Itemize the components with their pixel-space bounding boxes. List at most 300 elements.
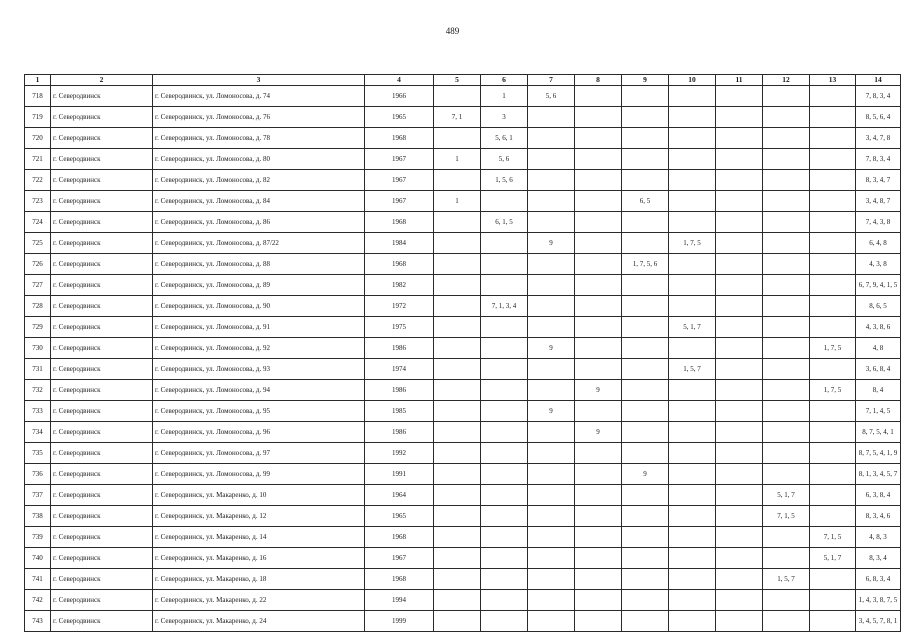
cell-col-8 xyxy=(575,401,622,422)
cell-col-12 xyxy=(763,380,810,401)
cell-col-6 xyxy=(481,254,528,275)
cell-col-13 xyxy=(810,170,856,191)
cell-col-7 xyxy=(528,296,575,317)
table-row xyxy=(25,464,901,485)
cell-col-14: 6, 7, 9, 4, 1, 5 xyxy=(856,275,901,296)
cell-col-11 xyxy=(716,527,763,548)
cell-col-3: г. Северодвинск, ул. Ломоносова, д. 87/22 xyxy=(153,233,365,254)
cell-col-3: г. Северодвинск, ул. Макаренко, д. 24 xyxy=(153,611,365,632)
cell-col-12 xyxy=(763,149,810,170)
cell-col-6 xyxy=(481,233,528,254)
table-row xyxy=(25,317,901,338)
cell-col-3: г. Северодвинск, ул. Ломоносова, д. 92 xyxy=(153,338,365,359)
cell-col-8 xyxy=(575,86,622,107)
cell-col-11 xyxy=(716,443,763,464)
cell-col-4: 1966 xyxy=(365,86,434,107)
cell-col-10 xyxy=(669,296,716,317)
cell-col-4: 1968 xyxy=(365,128,434,149)
cell-col-1: 739 xyxy=(25,527,51,548)
cell-col-10 xyxy=(669,506,716,527)
table-row xyxy=(25,191,901,212)
cell-col-9 xyxy=(622,611,669,632)
cell-col-13 xyxy=(810,359,856,380)
cell-col-2: г. Северодвинск xyxy=(51,191,153,212)
cell-col-2: г. Северодвинск xyxy=(51,590,153,611)
cell-col-11 xyxy=(716,275,763,296)
table-row xyxy=(25,548,901,569)
cell-col-12 xyxy=(763,170,810,191)
cell-col-6: 6, 1, 5 xyxy=(481,212,528,233)
cell-col-5 xyxy=(434,338,481,359)
cell-col-8 xyxy=(575,506,622,527)
cell-col-3: г. Северодвинск, ул. Ломоносова, д. 99 xyxy=(153,464,365,485)
cell-col-10 xyxy=(669,254,716,275)
cell-col-2: г. Северодвинск xyxy=(51,107,153,128)
cell-col-2: г. Северодвинск xyxy=(51,254,153,275)
cell-col-9 xyxy=(622,338,669,359)
cell-col-6 xyxy=(481,422,528,443)
cell-col-7 xyxy=(528,464,575,485)
cell-col-10 xyxy=(669,401,716,422)
cell-col-11 xyxy=(716,548,763,569)
cell-col-12 xyxy=(763,527,810,548)
cell-col-10 xyxy=(669,149,716,170)
cell-col-5 xyxy=(434,86,481,107)
table-row xyxy=(25,506,901,527)
cell-col-8 xyxy=(575,254,622,275)
cell-col-7 xyxy=(528,548,575,569)
table-row xyxy=(25,86,901,107)
cell-col-7 xyxy=(528,170,575,191)
cell-col-3: г. Северодвинск, ул. Ломоносова, д. 94 xyxy=(153,380,365,401)
cell-col-8 xyxy=(575,128,622,149)
cell-col-4: 1986 xyxy=(365,422,434,443)
cell-col-5 xyxy=(434,233,481,254)
cell-col-10 xyxy=(669,464,716,485)
cell-col-1: 724 xyxy=(25,212,51,233)
table-row xyxy=(25,527,901,548)
cell-col-14: 7, 8, 3, 4 xyxy=(856,86,901,107)
cell-col-1: 735 xyxy=(25,443,51,464)
page-number: 489 xyxy=(445,26,460,36)
cell-col-5 xyxy=(434,611,481,632)
cell-col-6: 3 xyxy=(481,107,528,128)
cell-col-4: 1992 xyxy=(365,443,434,464)
cell-col-8 xyxy=(575,338,622,359)
cell-col-13 xyxy=(810,485,856,506)
cell-col-8 xyxy=(575,590,622,611)
cell-col-9 xyxy=(622,527,669,548)
cell-col-10 xyxy=(669,548,716,569)
table-row xyxy=(25,443,901,464)
cell-col-3: г. Северодвинск, ул. Ломоносова, д. 74 xyxy=(153,86,365,107)
cell-col-10 xyxy=(669,170,716,191)
cell-col-4: 1968 xyxy=(365,254,434,275)
cell-col-1: 740 xyxy=(25,548,51,569)
cell-col-13 xyxy=(810,212,856,233)
cell-col-14: 8, 3, 4 xyxy=(856,548,901,569)
cell-col-3: г. Северодвинск, ул. Ломоносова, д. 90 xyxy=(153,296,365,317)
cell-col-2: г. Северодвинск xyxy=(51,380,153,401)
cell-col-2: г. Северодвинск xyxy=(51,506,153,527)
cell-col-2: г. Северодвинск xyxy=(51,401,153,422)
cell-col-7 xyxy=(528,443,575,464)
cell-col-4: 1964 xyxy=(365,485,434,506)
cell-col-12 xyxy=(763,86,810,107)
cell-col-10 xyxy=(669,128,716,149)
cell-col-11 xyxy=(716,338,763,359)
cell-col-14: 7, 8, 3, 4 xyxy=(856,149,901,170)
cell-col-7 xyxy=(528,569,575,590)
column-header-4: 4 xyxy=(365,75,434,86)
cell-col-3: г. Северодвинск, ул. Ломоносова, д. 88 xyxy=(153,254,365,275)
cell-col-5: 1 xyxy=(434,149,481,170)
cell-col-12 xyxy=(763,590,810,611)
cell-col-7 xyxy=(528,527,575,548)
cell-col-2: г. Северодвинск xyxy=(51,275,153,296)
cell-col-14: 3, 4, 5, 7, 8, 1 xyxy=(856,611,901,632)
table-row xyxy=(25,422,901,443)
cell-col-3: г. Северодвинск, ул. Ломоносова, д. 80 xyxy=(153,149,365,170)
cell-col-5 xyxy=(434,275,481,296)
cell-col-12 xyxy=(763,443,810,464)
cell-col-10: 1, 5, 7 xyxy=(669,359,716,380)
cell-col-4: 1972 xyxy=(365,296,434,317)
cell-col-4: 1974 xyxy=(365,359,434,380)
cell-col-5 xyxy=(434,254,481,275)
table-row xyxy=(25,170,901,191)
column-header-8: 8 xyxy=(575,75,622,86)
cell-col-4: 1967 xyxy=(365,170,434,191)
cell-col-14: 7, 1, 4, 5 xyxy=(856,401,901,422)
cell-col-6 xyxy=(481,569,528,590)
cell-col-6 xyxy=(481,548,528,569)
cell-col-1: 730 xyxy=(25,338,51,359)
cell-col-9 xyxy=(622,107,669,128)
cell-col-6 xyxy=(481,527,528,548)
cell-col-11 xyxy=(716,611,763,632)
cell-col-6 xyxy=(481,338,528,359)
cell-col-11 xyxy=(716,107,763,128)
cell-col-7 xyxy=(528,590,575,611)
cell-col-8 xyxy=(575,149,622,170)
cell-col-7 xyxy=(528,128,575,149)
cell-col-6 xyxy=(481,506,528,527)
cell-col-9 xyxy=(622,506,669,527)
cell-col-7 xyxy=(528,611,575,632)
cell-col-2: г. Северодвинск xyxy=(51,296,153,317)
cell-col-2: г. Северодвинск xyxy=(51,422,153,443)
cell-col-2: г. Северодвинск xyxy=(51,233,153,254)
cell-col-11 xyxy=(716,401,763,422)
cell-col-13 xyxy=(810,443,856,464)
cell-col-8 xyxy=(575,548,622,569)
cell-col-9 xyxy=(622,590,669,611)
cell-col-14: 3, 4, 7, 8 xyxy=(856,128,901,149)
cell-col-7 xyxy=(528,212,575,233)
column-header-10: 10 xyxy=(669,75,716,86)
cell-col-2: г. Северодвинск xyxy=(51,548,153,569)
cell-col-7 xyxy=(528,254,575,275)
cell-col-10: 1, 7, 5 xyxy=(669,233,716,254)
cell-col-13 xyxy=(810,233,856,254)
cell-col-9 xyxy=(622,485,669,506)
cell-col-14: 1, 4, 3, 8, 7, 5 xyxy=(856,590,901,611)
cell-col-7 xyxy=(528,107,575,128)
cell-col-6: 1 xyxy=(481,86,528,107)
cell-col-14: 8, 5, 6, 4 xyxy=(856,107,901,128)
cell-col-1: 729 xyxy=(25,317,51,338)
cell-col-1: 720 xyxy=(25,128,51,149)
column-header-7: 7 xyxy=(528,75,575,86)
cell-col-1: 727 xyxy=(25,275,51,296)
cell-col-9 xyxy=(622,422,669,443)
cell-col-9 xyxy=(622,170,669,191)
cell-col-11 xyxy=(716,128,763,149)
table-row xyxy=(25,149,901,170)
cell-col-4: 1999 xyxy=(365,611,434,632)
cell-col-2: г. Северодвинск xyxy=(51,149,153,170)
cell-col-7 xyxy=(528,191,575,212)
cell-col-4: 1968 xyxy=(365,569,434,590)
cell-col-1: 726 xyxy=(25,254,51,275)
cell-col-3: г. Северодвинск, ул. Макаренко, д. 22 xyxy=(153,590,365,611)
cell-col-13 xyxy=(810,128,856,149)
cell-col-10 xyxy=(669,191,716,212)
cell-col-2: г. Северодвинск xyxy=(51,86,153,107)
cell-col-14: 4, 3, 8, 6 xyxy=(856,317,901,338)
cell-col-7: 9 xyxy=(528,338,575,359)
cell-col-11 xyxy=(716,296,763,317)
cell-col-10 xyxy=(669,590,716,611)
column-header-3: 3 xyxy=(153,75,365,86)
cell-col-9 xyxy=(622,401,669,422)
cell-col-8 xyxy=(575,359,622,380)
cell-col-7 xyxy=(528,422,575,443)
cell-col-6 xyxy=(481,464,528,485)
column-header-2: 2 xyxy=(51,75,153,86)
cell-col-7 xyxy=(528,149,575,170)
cell-col-1: 734 xyxy=(25,422,51,443)
cell-col-10 xyxy=(669,338,716,359)
cell-col-3: г. Северодвинск, ул. Макаренко, д. 12 xyxy=(153,506,365,527)
cell-col-13 xyxy=(810,107,856,128)
cell-col-12 xyxy=(763,107,810,128)
column-header-5: 5 xyxy=(434,75,481,86)
cell-col-12 xyxy=(763,401,810,422)
cell-col-6 xyxy=(481,275,528,296)
column-header-6: 6 xyxy=(481,75,528,86)
cell-col-12 xyxy=(763,464,810,485)
cell-col-1: 736 xyxy=(25,464,51,485)
cell-col-2: г. Северодвинск xyxy=(51,212,153,233)
cell-col-9 xyxy=(622,275,669,296)
cell-col-3: г. Северодвинск, ул. Ломоносова, д. 95 xyxy=(153,401,365,422)
cell-col-3: г. Северодвинск, ул. Ломоносова, д. 86 xyxy=(153,212,365,233)
cell-col-10 xyxy=(669,611,716,632)
cell-col-14: 8, 7, 5, 4, 1, 9 xyxy=(856,443,901,464)
cell-col-6 xyxy=(481,191,528,212)
cell-col-2: г. Северодвинск xyxy=(51,443,153,464)
cell-col-1: 741 xyxy=(25,569,51,590)
cell-col-5 xyxy=(434,464,481,485)
cell-col-5 xyxy=(434,422,481,443)
cell-col-8 xyxy=(575,317,622,338)
cell-col-9 xyxy=(622,548,669,569)
cell-col-9 xyxy=(622,212,669,233)
cell-col-12 xyxy=(763,296,810,317)
cell-col-8 xyxy=(575,233,622,254)
cell-col-2: г. Северодвинск xyxy=(51,317,153,338)
cell-col-12 xyxy=(763,359,810,380)
cell-col-8 xyxy=(575,611,622,632)
cell-col-4: 1975 xyxy=(365,317,434,338)
cell-col-2: г. Северодвинск xyxy=(51,569,153,590)
cell-col-6 xyxy=(481,611,528,632)
cell-col-14: 6, 3, 8, 4 xyxy=(856,485,901,506)
table-row xyxy=(25,254,901,275)
cell-col-14: 3, 4, 8, 7 xyxy=(856,191,901,212)
cell-col-2: г. Северодвинск xyxy=(51,611,153,632)
column-header-1: 1 xyxy=(25,75,51,86)
cell-col-3: г. Северодвинск, ул. Ломоносова, д. 93 xyxy=(153,359,365,380)
table-row xyxy=(25,485,901,506)
column-header-9: 9 xyxy=(622,75,669,86)
cell-col-6: 5, 6, 1 xyxy=(481,128,528,149)
cell-col-10: 5, 1, 7 xyxy=(669,317,716,338)
cell-col-1: 738 xyxy=(25,506,51,527)
cell-col-8 xyxy=(575,191,622,212)
table-body xyxy=(25,86,901,632)
cell-col-11 xyxy=(716,233,763,254)
cell-col-13 xyxy=(810,569,856,590)
cell-col-5 xyxy=(434,317,481,338)
cell-col-1: 731 xyxy=(25,359,51,380)
cell-col-1: 719 xyxy=(25,107,51,128)
cell-col-11 xyxy=(716,464,763,485)
cell-col-9 xyxy=(622,128,669,149)
cell-col-11 xyxy=(716,380,763,401)
column-header-13: 13 xyxy=(810,75,856,86)
cell-col-4: 1967 xyxy=(365,149,434,170)
cell-col-11 xyxy=(716,569,763,590)
cell-col-14: 4, 8 xyxy=(856,338,901,359)
cell-col-12 xyxy=(763,548,810,569)
cell-col-13: 1, 7, 5 xyxy=(810,338,856,359)
cell-col-3: г. Северодвинск, ул. Ломоносова, д. 89 xyxy=(153,275,365,296)
cell-col-10 xyxy=(669,443,716,464)
cell-col-14: 8, 3, 4, 7 xyxy=(856,170,901,191)
cell-col-14: 8, 3, 4, 6 xyxy=(856,506,901,527)
cell-col-14: 6, 4, 8 xyxy=(856,233,901,254)
cell-col-4: 1982 xyxy=(365,275,434,296)
cell-col-4: 1967 xyxy=(365,548,434,569)
cell-col-12 xyxy=(763,611,810,632)
table-row xyxy=(25,338,901,359)
cell-col-2: г. Северодвинск xyxy=(51,485,153,506)
cell-col-14: 4, 3, 8 xyxy=(856,254,901,275)
cell-col-11 xyxy=(716,191,763,212)
cell-col-5 xyxy=(434,380,481,401)
cell-col-2: г. Северодвинск xyxy=(51,359,153,380)
cell-col-5 xyxy=(434,590,481,611)
cell-col-11 xyxy=(716,485,763,506)
cell-col-5 xyxy=(434,485,481,506)
cell-col-6: 5, 6 xyxy=(481,149,528,170)
cell-col-13 xyxy=(810,191,856,212)
cell-col-8 xyxy=(575,212,622,233)
cell-col-12 xyxy=(763,338,810,359)
cell-col-14: 8, 4 xyxy=(856,380,901,401)
cell-col-10 xyxy=(669,569,716,590)
cell-col-2: г. Северодвинск xyxy=(51,464,153,485)
cell-col-11 xyxy=(716,506,763,527)
cell-col-9 xyxy=(622,380,669,401)
cell-col-3: г. Северодвинск, ул. Ломоносова, д. 78 xyxy=(153,128,365,149)
cell-col-2: г. Северодвинск xyxy=(51,338,153,359)
cell-col-6 xyxy=(481,485,528,506)
cell-col-5: 7, 1 xyxy=(434,107,481,128)
cell-col-9: 9 xyxy=(622,464,669,485)
cell-col-11 xyxy=(716,359,763,380)
cell-col-9 xyxy=(622,569,669,590)
cell-col-12 xyxy=(763,191,810,212)
cell-col-3: г. Северодвинск, ул. Макаренко, д. 18 xyxy=(153,569,365,590)
cell-col-3: г. Северодвинск, ул. Ломоносова, д. 84 xyxy=(153,191,365,212)
cell-col-13 xyxy=(810,317,856,338)
cell-col-1: 725 xyxy=(25,233,51,254)
cell-col-12 xyxy=(763,254,810,275)
cell-col-7 xyxy=(528,317,575,338)
cell-col-10 xyxy=(669,485,716,506)
cell-col-3: г. Северодвинск, ул. Ломоносова, д. 76 xyxy=(153,107,365,128)
cell-col-1: 721 xyxy=(25,149,51,170)
cell-col-1: 742 xyxy=(25,590,51,611)
cell-col-11 xyxy=(716,149,763,170)
cell-col-1: 743 xyxy=(25,611,51,632)
cell-col-5 xyxy=(434,548,481,569)
cell-col-2: г. Северодвинск xyxy=(51,527,153,548)
cell-col-3: г. Северодвинск, ул. Ломоносова, д. 97 xyxy=(153,443,365,464)
cell-col-10 xyxy=(669,380,716,401)
cell-col-1: 723 xyxy=(25,191,51,212)
table-row xyxy=(25,611,901,632)
table-row xyxy=(25,380,901,401)
cell-col-5 xyxy=(434,401,481,422)
cell-col-6: 7, 1, 3, 4 xyxy=(481,296,528,317)
cell-col-14: 8, 7, 5, 4, 1 xyxy=(856,422,901,443)
cell-col-9 xyxy=(622,296,669,317)
cell-col-6 xyxy=(481,590,528,611)
cell-col-13 xyxy=(810,149,856,170)
cell-col-9 xyxy=(622,149,669,170)
cell-col-5 xyxy=(434,170,481,191)
cell-col-4: 1985 xyxy=(365,401,434,422)
cell-col-4: 1986 xyxy=(365,380,434,401)
cell-col-11 xyxy=(716,170,763,191)
table-row xyxy=(25,233,901,254)
cell-col-9: 1, 7, 5, 6 xyxy=(622,254,669,275)
cell-col-6: 1, 5, 6 xyxy=(481,170,528,191)
cell-col-13: 1, 7, 5 xyxy=(810,380,856,401)
cell-col-11 xyxy=(716,212,763,233)
cell-col-1: 718 xyxy=(25,86,51,107)
cell-col-1: 722 xyxy=(25,170,51,191)
cell-col-8 xyxy=(575,296,622,317)
cell-col-12: 1, 5, 7 xyxy=(763,569,810,590)
cell-col-9 xyxy=(622,359,669,380)
cell-col-7: 5, 6 xyxy=(528,86,575,107)
